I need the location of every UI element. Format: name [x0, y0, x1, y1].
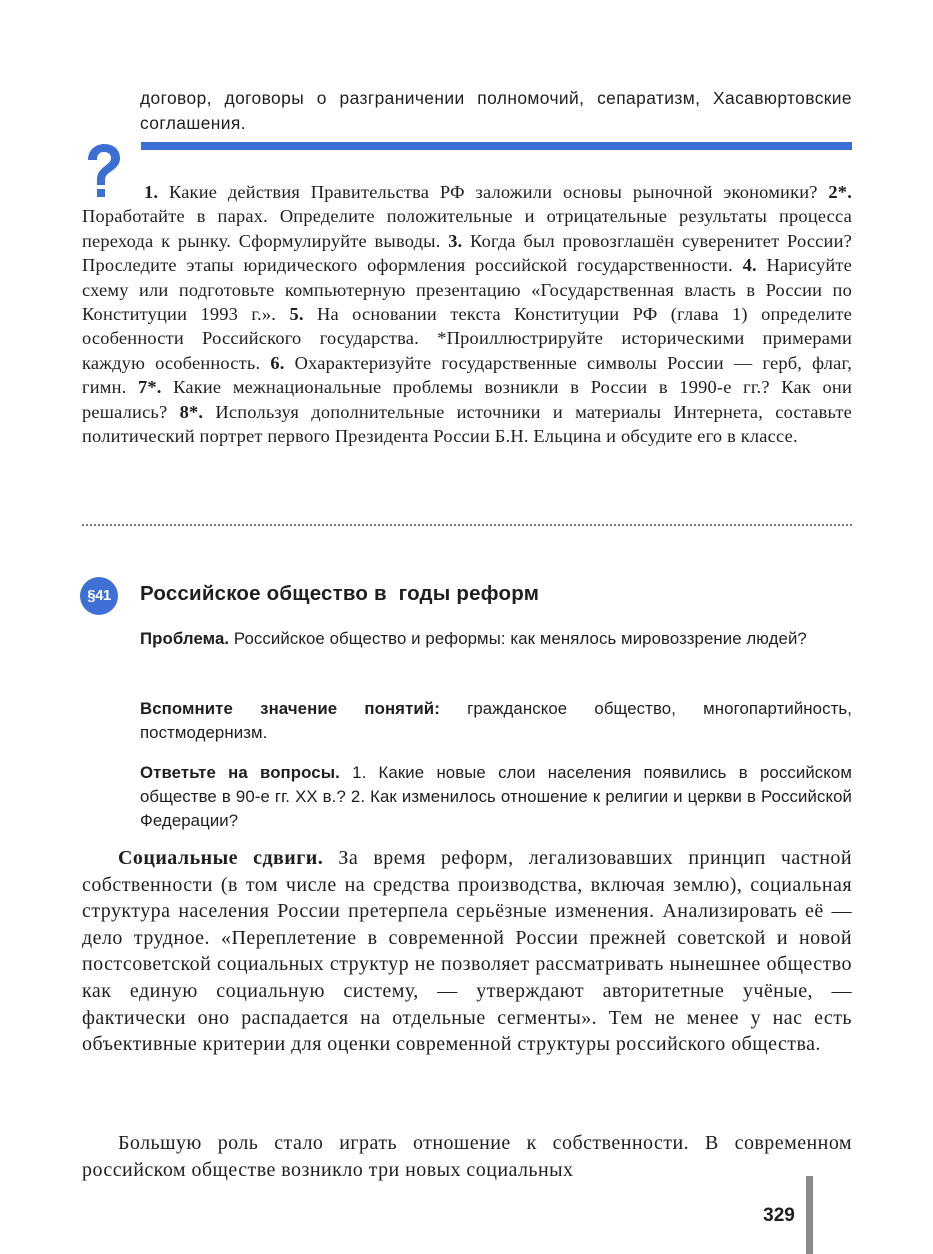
question-text: Какие действия Правительства РФ заложили основы рыночной экономики?: [158, 182, 829, 202]
body-paragraph: [82, 1130, 852, 1183]
question-number: 6.: [270, 352, 285, 373]
question-text: Используя дополнительные источники и материалы Интернета, составьте политический портрет первого Президента России Б.Н. Ельцина и обсудите его в классе.: [82, 401, 852, 447]
problem-text: Российское общество и реформы: как менялось мировоззрение людей?: [229, 629, 807, 648]
question-text: Охарактеризуйте государственные символы России — герб, флаг, гимн.: [82, 352, 852, 398]
section-title: Российское общество в годы реформ: [140, 582, 540, 605]
warmup-questions: [140, 761, 852, 833]
paragraph-text: Большую роль стало играть отношение к собственности. В современном российском обществе возникло три новых социальных: [82, 1132, 852, 1181]
paragraph-badge: §41: [80, 577, 118, 615]
paragraph-text: За время реформ, легализовавших принцип частной собственности (в том числе на средства производства, включая землю), социальная структура населения России претерпела серьёзные изменения. Анализировать её — дело трудное. «Переплетение в современной России прежней советской и новой постсоветской социальных структур не позволяет рассматривать нынешнее общество как единую социальную систему, — утверждают авторитетные учёные, — фактически оно распадается на отдельные сегменты». Тем не менее у нас есть объективные критерии для оценки современной структуры российского общества.: [82, 847, 853, 1056]
key-terms-text: [140, 86, 852, 136]
subsection-heading: Социальные сдвиги.: [118, 847, 324, 869]
question-number: 5.: [289, 304, 304, 325]
question-text: На основании текста Конституции РФ (глава 1) определите особенности Российского государства. *Проиллюстрируйте историческими примерами каждую особенность.: [82, 304, 852, 373]
review-questions: [82, 180, 852, 448]
concepts-label: Вспомните значение понятий:: [140, 699, 440, 718]
dotted-divider: [82, 524, 852, 526]
key-terms-content: договор, договоры о разграничении полномочий, сепаратизм, Хасавюртовские соглашения.: [140, 88, 852, 133]
problem-statement: [140, 627, 852, 651]
problem-label: Проблема.: [140, 629, 230, 648]
body-paragraph: [82, 845, 852, 1058]
question-text: Когда был провозглашён суверенитет России? Проследите этапы юридического оформления российской государственности.: [82, 230, 852, 276]
question-text: Поработайте в парах. Определите положительные и отрицательные результаты процесса перехода к рынку. Сформулируйте выводы.: [82, 206, 852, 251]
warmup-label: Ответьте на вопросы.: [140, 763, 340, 782]
question-text: Какие межнациональные проблемы возникли в России в 1990-е гг.? Как они решались?: [82, 377, 852, 422]
concepts-recall: [140, 697, 852, 745]
page-edge-bar: [806, 1176, 813, 1254]
blue-divider: [141, 142, 852, 150]
question-number: 1.: [144, 182, 159, 202]
warmup-text: 1. Какие новые слои населения появились в российском обществе в 90-е гг. XX в.? 2. Как изменилось отношение к религии и церкви в Российской Федерации?: [140, 763, 852, 830]
question-number: 3.: [448, 230, 463, 251]
question-number: 8*.: [179, 401, 204, 422]
question-number: 4.: [742, 255, 757, 276]
question-number: 7*.: [138, 377, 162, 398]
concepts-text: гражданское общество, многопартийность, постмодернизм.: [140, 699, 852, 742]
page-number: 329: [763, 1205, 795, 1226]
question-text: Нарисуйте схему или подготовьте компьютерную презентацию «Государственная власть в России по Конституции 1993 г.».: [82, 255, 852, 325]
question-number: 2*.: [828, 182, 852, 202]
